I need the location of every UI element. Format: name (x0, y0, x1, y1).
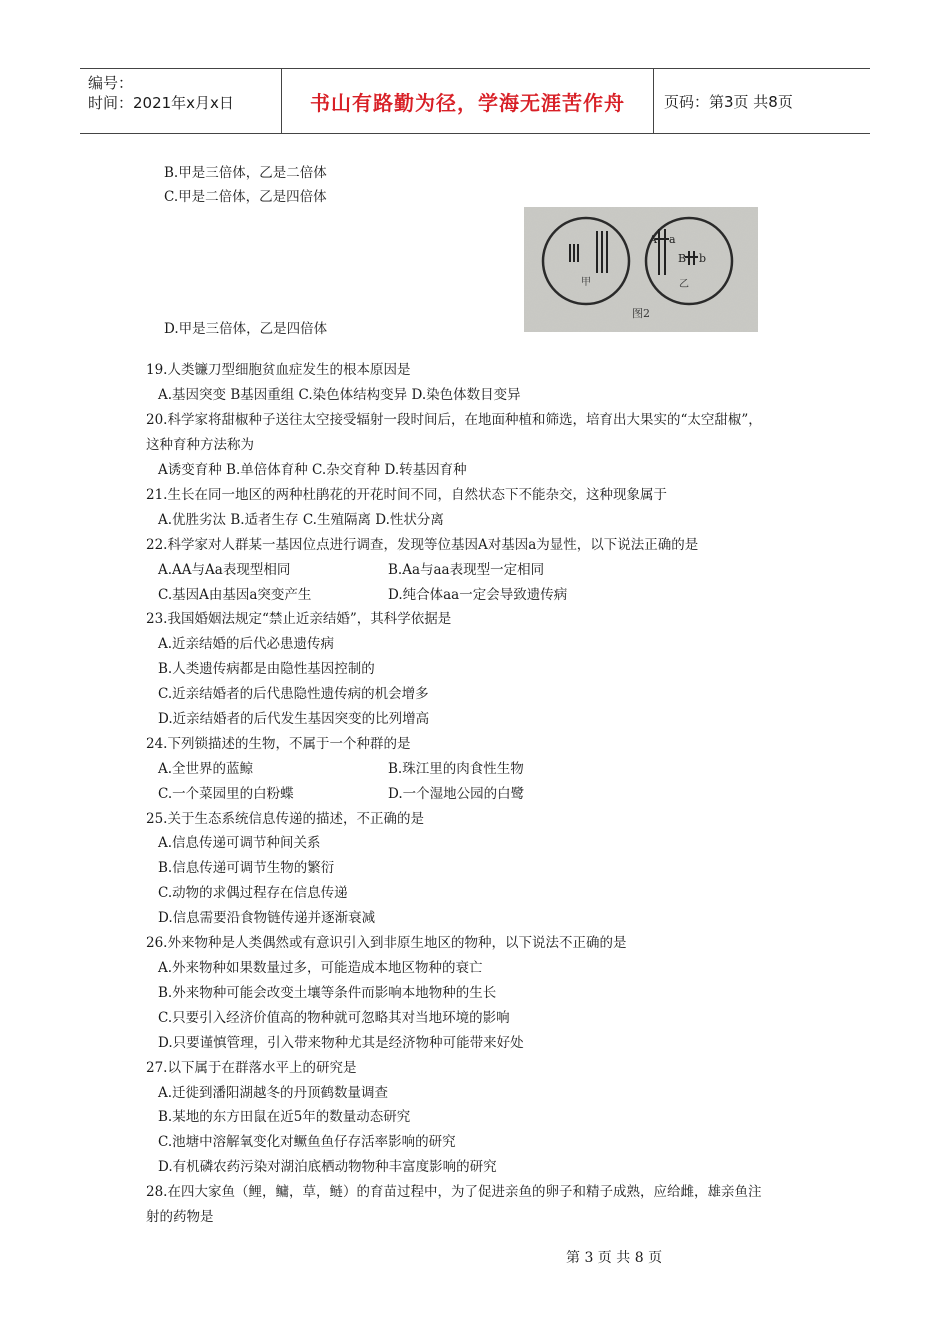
question-21: 21.生长在同一地区的两种杜鹃花的开花时间不同，自然状态下不能杂交，这种现象属于 (146, 487, 667, 503)
option-22-c: C.基因A由基因a突变产生 (158, 587, 312, 603)
option-25-c: C.动物的求偶过程存在信息传递 (158, 885, 348, 901)
option-27-b: B.某地的东方田鼠在近5年的数量动态研究 (158, 1109, 411, 1125)
option-24-c: C.一个菜园里的白粉蝶 (158, 786, 294, 802)
option-23-a: A.近亲结婚的后代必患遗传病 (158, 636, 335, 652)
label-yi: 乙 (679, 279, 689, 290)
motto: 书山有路勤为径，学海无涯苦作舟 (310, 90, 625, 115)
figure-caption: 图2 (632, 307, 650, 320)
option-26-d: D.只要谨慎管理，引入带来物种尤其是经济物种可能带来好处 (158, 1035, 524, 1051)
option-22-d: D.纯合体aa一定会导致遗传病 (388, 587, 568, 603)
option-23-c: C.近亲结婚者的后代患隐性遗传病的机会增多 (158, 686, 429, 702)
option-27-a: A.迁徙到潘阳湖越冬的丹顶鹤数量调查 (158, 1085, 389, 1101)
gene-b-label: b (699, 252, 707, 265)
option-27-d: D.有机磷农药污染对湖泊底栖动物物种丰富度影响的研究 (158, 1159, 497, 1175)
option-26-c: C.只要引入经济价值高的物种就可忽略其对当地环境的影响 (158, 1010, 510, 1026)
options-21: A.优胜劣汰 B.适者生存 C.生殖隔离 D.性状分离 (158, 512, 444, 528)
serial-label: 编号： (88, 74, 134, 92)
time-label: 时间：2021年x月x日 (88, 94, 234, 112)
option-26-b: B.外来物种可能会改变土壤等条件而影响本地物种的生长 (158, 985, 497, 1001)
question-20-cont: 这种育种方法称为 (146, 437, 254, 453)
option-24-b: B.珠江里的肉食性生物 (388, 761, 524, 777)
chromosome-figure (524, 207, 758, 332)
option-23-b: B.人类遗传病都是由隐性基因控制的 (158, 661, 375, 677)
options-19: A.基因突变 B基因重组 C.染色体结构变异 D.染色体数目变异 (158, 387, 521, 403)
option-24-a: A.全世界的蓝鲸 (158, 761, 254, 777)
option-22-a: A.AA与Aa表现型相同 (158, 562, 291, 578)
label-jia: 甲 (581, 277, 591, 288)
option-22-b: B.Aa与aa表现型一定相同 (388, 562, 545, 578)
option-line: D.甲是三倍体，乙是四倍体 (164, 321, 328, 337)
gene-a-label: a (669, 233, 676, 246)
option-line: B.甲是三倍体，乙是二倍体 (164, 165, 327, 181)
question-26: 26.外来物种是人类偶然或有意识引入到非原生地区的物种，以下说法不正确的是 (146, 935, 627, 951)
page-label: 页码：第3页 共8页 (664, 92, 793, 111)
option-25-b: B.信息传递可调节生物的繁衍 (158, 860, 335, 876)
option-24-d: D.一个湿地公园的白鹭 (388, 786, 525, 802)
option-25-a: A.信息传递可调节种间关系 (158, 835, 321, 851)
page-footer: 第 3 页 共 8 页 (566, 1250, 663, 1266)
option-26-a: A.外来物种如果数量过多，可能造成本地区物种的衰亡 (158, 960, 483, 976)
question-19: 19.人类镰刀型细胞贫血症发生的根本原因是 (146, 362, 411, 378)
question-28-cont: 射的药物是 (146, 1209, 214, 1225)
question-25: 25.关于生态系统信息传递的描述，不正确的是 (146, 811, 424, 827)
option-25-d: D.信息需要沿食物链传递并逐渐衰减 (158, 910, 376, 926)
option-23-d: D.近亲结婚者的后代发生基因突变的比列增高 (158, 711, 430, 727)
option-27-c: C.池塘中溶解氧变化对鳜鱼鱼仔存活率影响的研究 (158, 1134, 456, 1150)
question-20: 20.科学家将甜椒种子送往太空接受辐射一段时间后，在地面种植和筛选，培育出大果实的“太空甜椒”， (146, 412, 762, 428)
question-24: 24.下列锁描述的生物，不属于一个种群的是 (146, 736, 411, 752)
option-line: C.甲是二倍体，乙是四倍体 (164, 189, 327, 205)
gene-A-label: A (649, 233, 657, 246)
question-23: 23.我国婚姻法规定“禁止近亲结婚”，其科学依据是 (146, 611, 452, 627)
question-28: 28.在四大家鱼（鲤，鳙，草，鲢）的育苗过程中，为了促进亲鱼的卵子和精子成熟，应给雌，雄亲鱼注 (146, 1184, 762, 1200)
question-27: 27.以下属于在群落水平上的研究是 (146, 1060, 357, 1076)
question-22: 22.科学家对人群某一基因位点进行调查，发现等位基因A对基因a为显性，以下说法正确的是 (146, 537, 699, 553)
options-20: A诱变育种 B.单倍体育种 C.杂交育种 D.转基因育种 (158, 462, 467, 478)
gene-B-label: B (678, 252, 687, 265)
